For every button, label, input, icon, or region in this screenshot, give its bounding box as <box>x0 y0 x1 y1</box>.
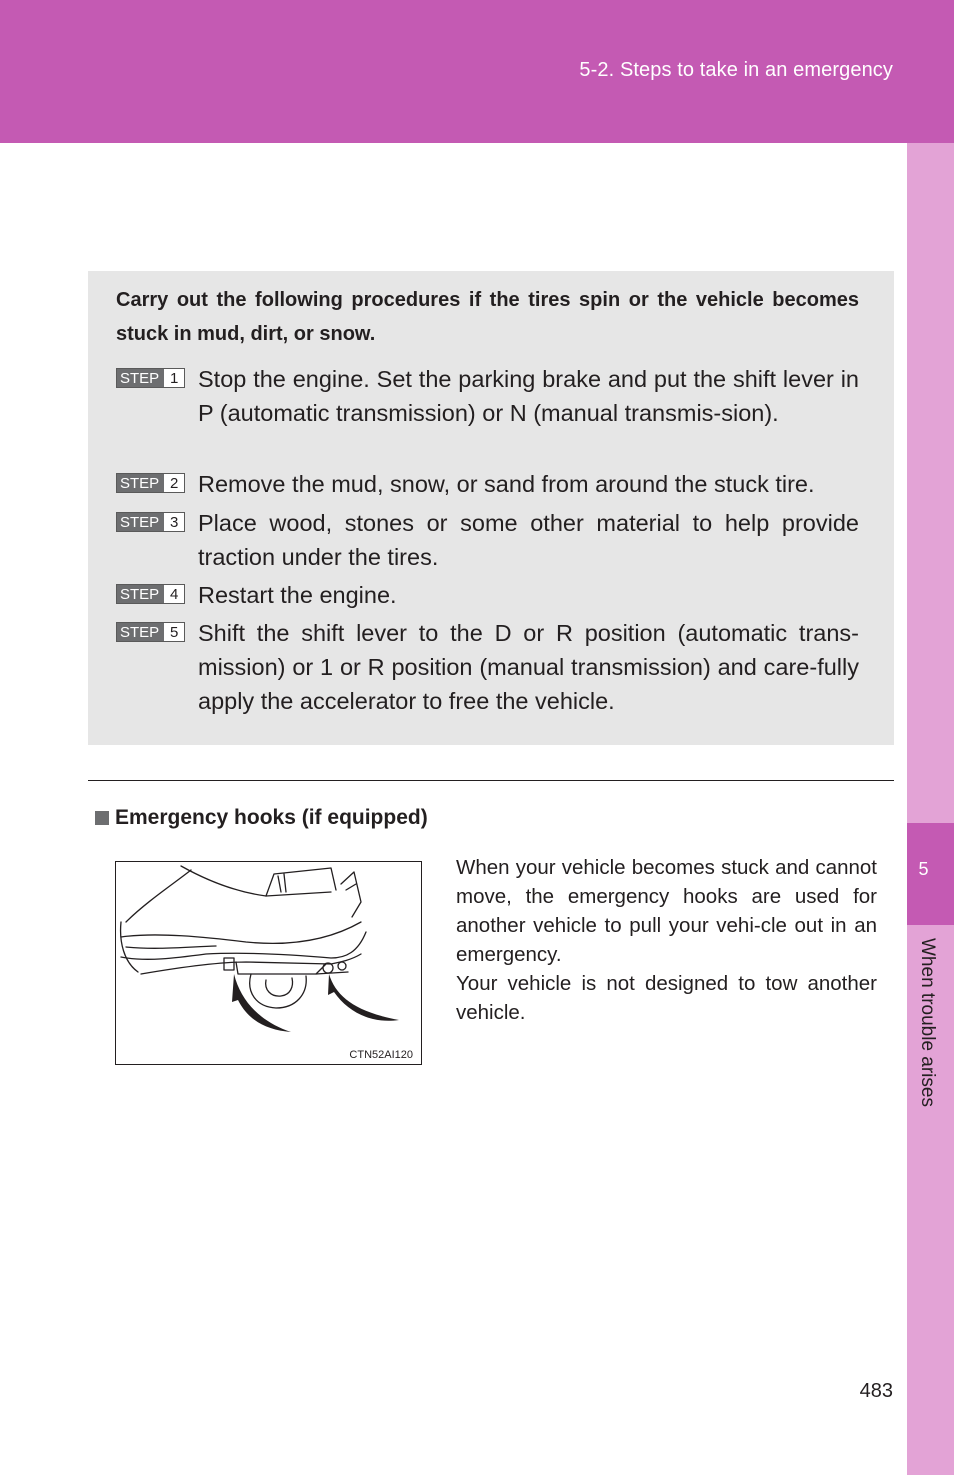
step-badge-label: STEP <box>117 623 164 641</box>
section-divider <box>88 780 894 781</box>
chapter-tab[interactable] <box>907 823 954 925</box>
step-badge-number: 3 <box>164 513 184 531</box>
step-badge <box>116 473 185 493</box>
step-badge-label: STEP <box>117 513 164 531</box>
procedure-intro: Carry out the following procedures if the tires spin or the vehicle becomes stuck in mud, dirt, or snow. <box>116 289 859 345</box>
step-text: Shift the shift lever to the D or R position (automatic trans-mission) or 1 or R position (manual transmission) and care-fully apply the accelerator to free the vehicle. <box>198 620 859 714</box>
step-badge-number: 2 <box>164 474 184 492</box>
chapter-name: When trouble arises <box>917 938 938 1107</box>
step-badge <box>116 622 185 642</box>
paragraph: Your vehicle is not designed to tow another vehicle. <box>456 972 877 1024</box>
step-badge <box>116 512 185 532</box>
emergency-hooks-heading <box>95 806 428 830</box>
step-badge <box>116 368 185 388</box>
figure-code: CTN52AI120 <box>349 1049 413 1061</box>
step-text: Remove the mud, snow, or sand from around the stuck tire. <box>198 471 815 497</box>
chapter-number: 5 <box>918 859 929 879</box>
step-badge <box>116 584 185 604</box>
step-text: Restart the engine. <box>198 582 397 608</box>
step-badge-label: STEP <box>117 474 164 492</box>
step-badge-number: 4 <box>164 585 184 603</box>
emergency-hooks-heading-text: Emergency hooks (if equipped) <box>115 806 428 829</box>
paragraph: When your vehicle becomes stuck and cannot move, the emergency hooks are used for another vehicle to pull your vehi-cle out in an emergency. <box>456 856 877 966</box>
side-tab <box>907 143 954 1475</box>
emergency-hooks-illustration <box>115 861 422 1065</box>
square-bullet-icon <box>95 811 109 825</box>
step-badge-number: 1 <box>164 369 184 387</box>
emergency-hooks-description <box>456 853 877 1027</box>
step-badge-label: STEP <box>117 585 164 603</box>
section-title: 5-2. Steps to take in an emergency <box>579 59 893 81</box>
step-text: Stop the engine. Set the parking brake and put the shift lever in P (automatic transmission) or N (manual transmis-sion). <box>198 366 859 426</box>
step-text: Place wood, stones or some other material to help provide traction under the tires. <box>198 510 859 570</box>
page-number: 483 <box>859 1380 893 1402</box>
step-badge-label: STEP <box>117 369 164 387</box>
car-rear-underside-icon <box>116 862 421 1064</box>
step-badge-number: 5 <box>164 623 184 641</box>
